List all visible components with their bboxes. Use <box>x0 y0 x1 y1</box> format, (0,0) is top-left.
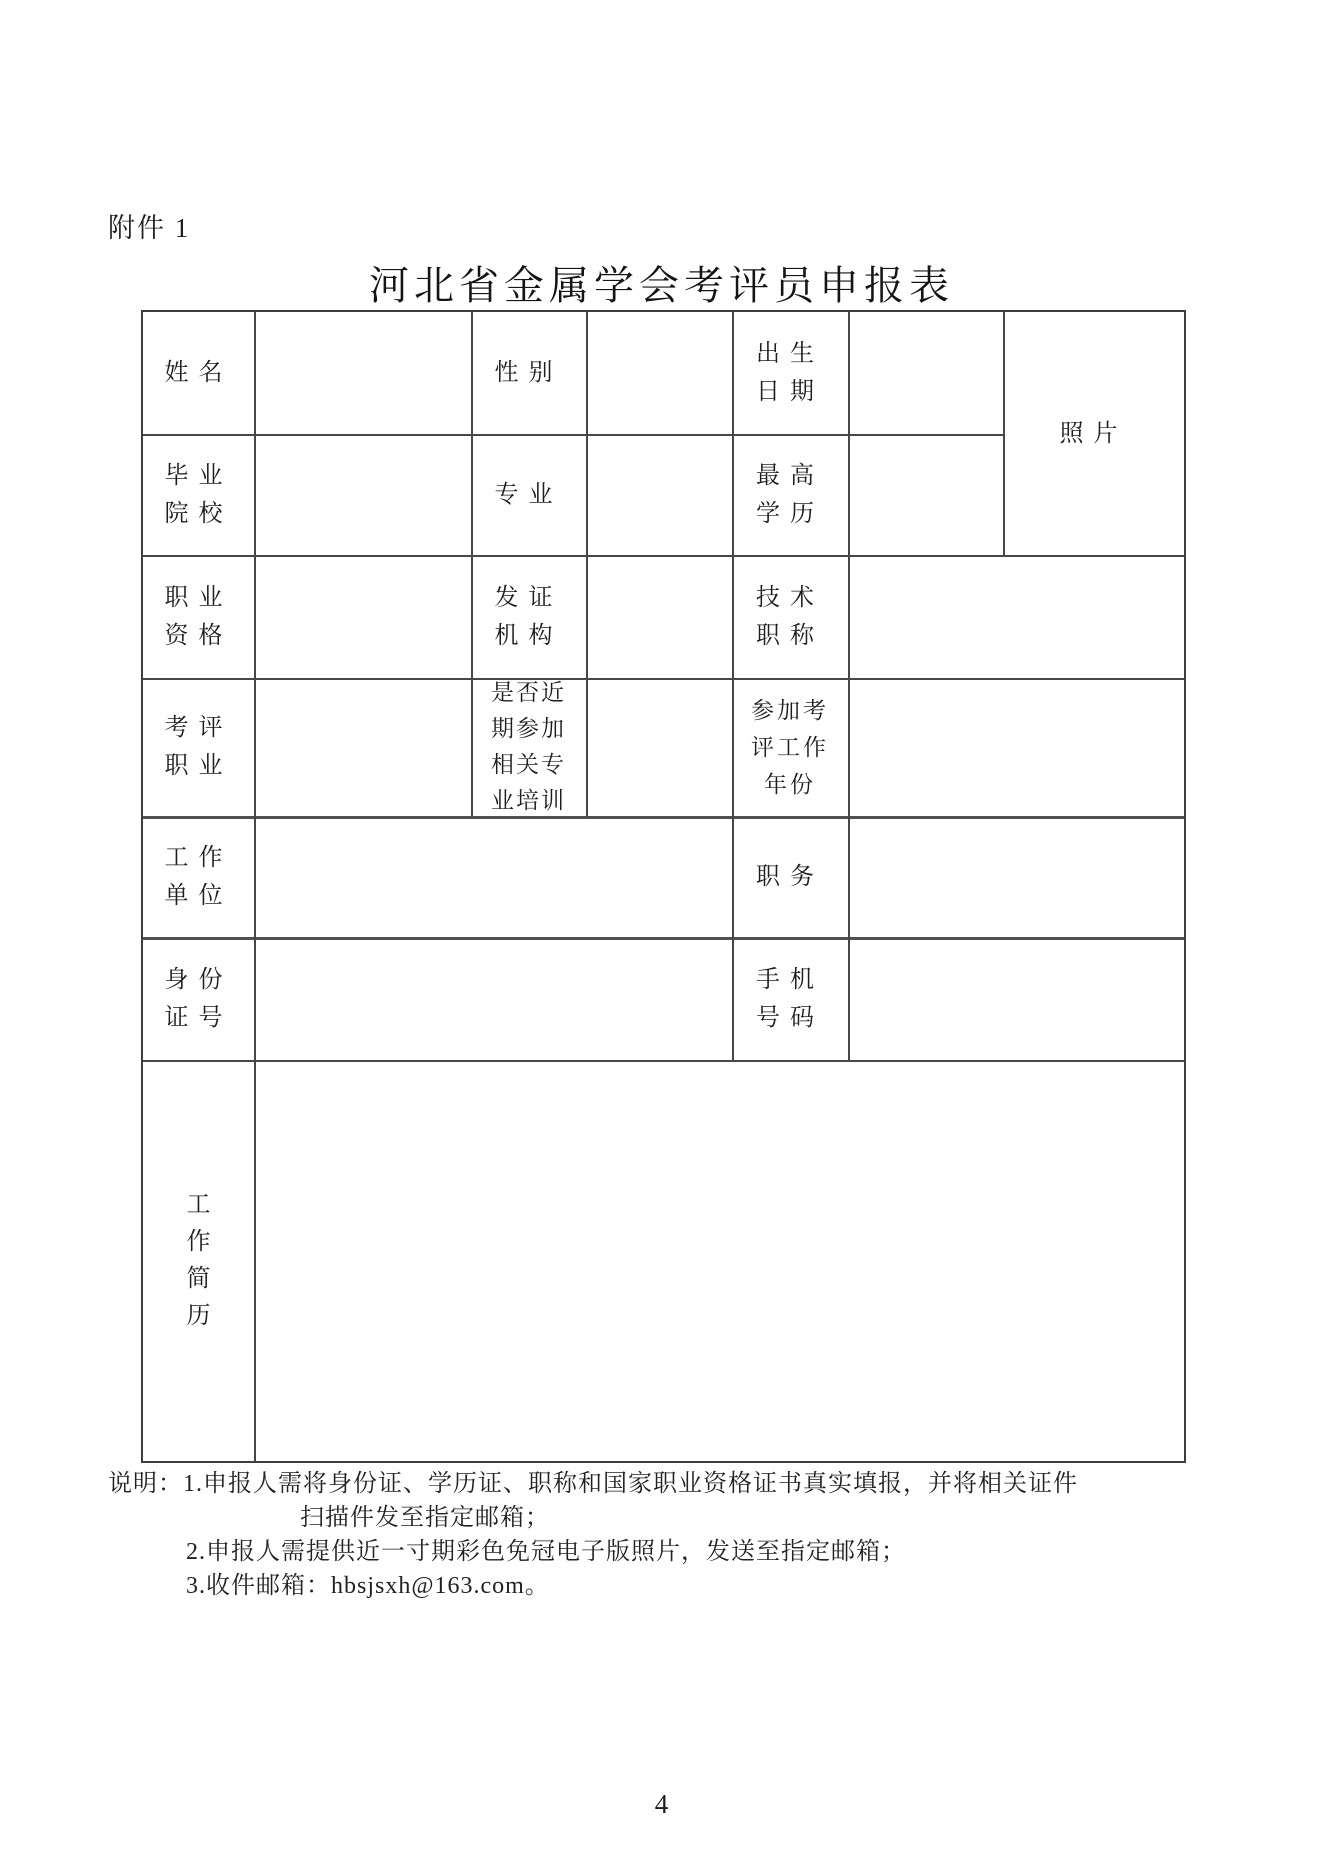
name-label-cell <box>143 312 254 434</box>
technical-title-label: 技术职称 <box>756 584 824 649</box>
work-unit-label: 工作单位 <box>164 844 233 909</box>
certificate-issuer-value-cell <box>586 555 732 678</box>
application-form-table <box>141 310 1186 1463</box>
major-label-cell <box>471 434 586 555</box>
position-label-cell <box>732 816 848 937</box>
id-number-label: 身份证号 <box>164 966 233 1031</box>
mobile-number-label: 手机号码 <box>756 966 824 1031</box>
graduate-school-value-cell <box>254 434 471 555</box>
birth-date-value-cell <box>848 312 1003 434</box>
highest-education-label-cell <box>732 434 848 555</box>
work-resume-value-cell <box>254 1060 1184 1461</box>
assessment-years-label-cell <box>732 678 848 816</box>
gender-value-cell <box>586 312 732 434</box>
attachment-label: 附件 1 <box>108 213 191 243</box>
work-unit-label-cell <box>143 816 254 937</box>
name-value-cell <box>254 312 471 434</box>
assessment-years-value-cell <box>848 678 1184 816</box>
page-title: 河北省金属学会考评员申报表 <box>369 263 954 308</box>
work-resume-label-cell <box>143 1060 254 1461</box>
vocational-qualification-label-cell <box>143 555 254 678</box>
gender-label: 性别 <box>494 360 563 386</box>
mobile-number-label-cell <box>732 937 848 1060</box>
major-label: 专业 <box>494 481 563 508</box>
work-resume-label: 工作简历 <box>186 1191 211 1329</box>
major-value-cell <box>586 434 732 555</box>
name-label: 姓名 <box>164 360 233 386</box>
technical-title-value-cell <box>848 555 1184 678</box>
certificate-issuer-label: 发证机构 <box>494 584 563 649</box>
photo-label: 照片 <box>1059 420 1128 447</box>
recent-training-label: 是否近期参加相关专业培训 <box>491 680 566 813</box>
note-line-4: 3.收件邮箱：hbsjsxh@163.com。 <box>186 1573 550 1599</box>
vocational-qualification-label: 职业资格 <box>164 584 233 649</box>
assessor-occupation-label-cell <box>143 678 254 816</box>
assessor-occupation-value-cell <box>254 678 471 816</box>
graduate-school-label-cell <box>143 434 254 555</box>
gender-label-cell <box>471 312 586 434</box>
assessment-years-label: 参加考评工作年份 <box>751 697 829 797</box>
vocational-qualification-value-cell <box>254 555 471 678</box>
assessor-occupation-label: 考评职业 <box>164 715 233 779</box>
recent-training-value-cell <box>586 678 732 816</box>
position-label: 职务 <box>756 863 824 890</box>
id-number-value-cell <box>254 937 732 1060</box>
notes-block <box>108 1467 1078 1603</box>
id-number-label-cell <box>143 937 254 1060</box>
work-unit-value-cell <box>254 816 732 937</box>
note-line-2: 扫描件发至指定邮箱； <box>300 1505 550 1531</box>
note-line-3: 2.申报人需提供近一寸期彩色免冠电子版照片，发送至指定邮箱； <box>186 1539 906 1565</box>
highest-education-label: 最高学历 <box>756 462 824 527</box>
recent-training-label-cell <box>471 678 586 816</box>
graduate-school-label: 毕业院校 <box>164 462 233 527</box>
mobile-number-value-cell <box>848 937 1184 1060</box>
note-line-1: 说明：1.申报人需将身份证、学历证、职称和国家职业资格证书真实填报，并将相关证件 <box>108 1471 1078 1497</box>
birth-date-label: 出生日期 <box>756 341 824 405</box>
certificate-issuer-label-cell <box>471 555 586 678</box>
technical-title-label-cell <box>732 555 848 678</box>
photo-cell <box>1003 312 1184 555</box>
birth-date-label-cell <box>732 312 848 434</box>
position-value-cell <box>848 816 1184 937</box>
highest-education-value-cell <box>848 434 1003 555</box>
page-number: 4 <box>654 1789 669 1819</box>
